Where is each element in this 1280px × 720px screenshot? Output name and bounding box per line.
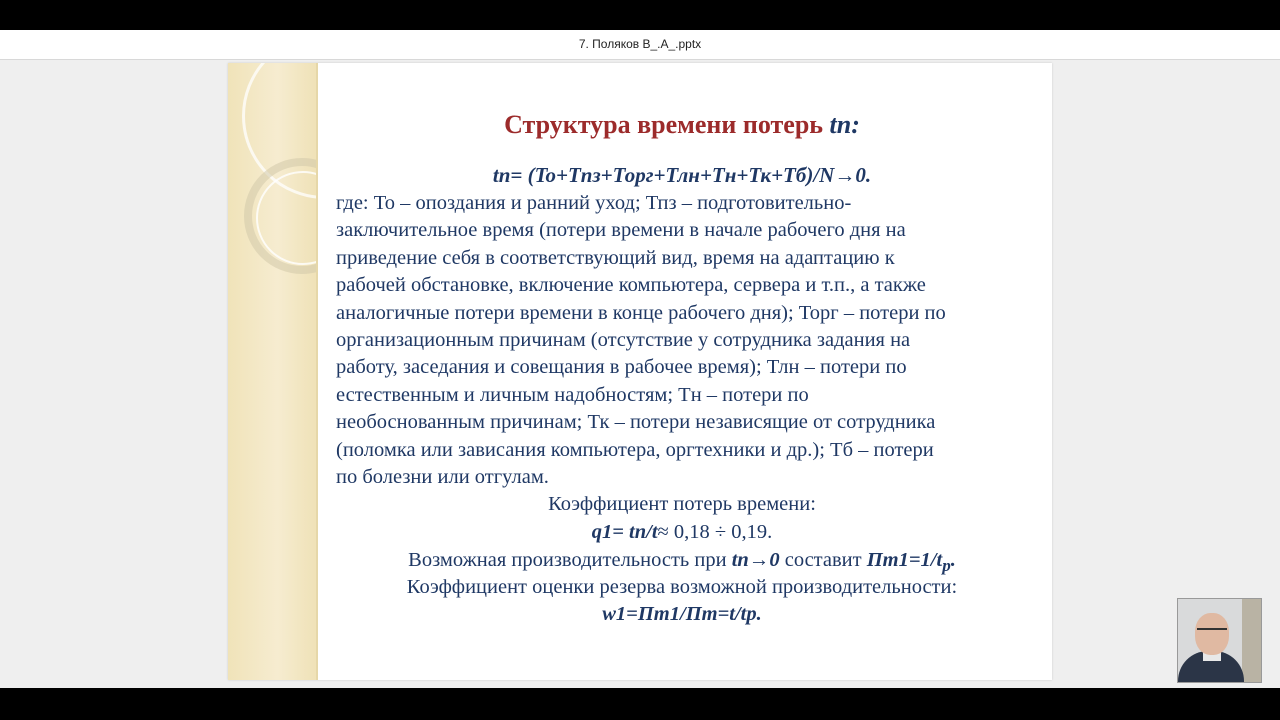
- paragraph-line: заключительное время (потери времени в начале рабочего дня на: [336, 219, 906, 242]
- coef-title: Коэффициент потерь времени:: [548, 493, 816, 515]
- coef-formula: q1= tn/t≈ 0,18 ÷ 0,19.: [591, 521, 773, 543]
- paragraph-line: работу, заседания и совещания в рабочее время); Тлн – потери по: [336, 356, 907, 379]
- slide-heading: Структура времени потерь tn:: [504, 110, 860, 139]
- paragraph-line: приведение себя в соответствующий вид, время на адаптацию к: [336, 246, 895, 269]
- loss-time-formula: tn= (To+Tnз+Торг+Тлн+Тн+Тк+Тб)/N→0.: [492, 163, 872, 187]
- viewer-title-bar: [0, 30, 1280, 60]
- document-title: 7. Поляков В_.А_.pptx: [578, 37, 702, 51]
- slide: [228, 63, 1052, 680]
- paragraph-line: рабочей обстановке, включение компьютера, сервера и т.п., а также: [336, 274, 926, 297]
- reserve-title: Коэффициент оценки резерва возможной производительности:: [406, 576, 958, 598]
- reserve-formula: w1=Пт1/Пт=t/tp.: [602, 603, 762, 625]
- paragraph-line: где: То – опоздания и ранний уход; Тпз – подготовительно-: [336, 192, 852, 214]
- paragraph-line: аналогичные потери времени в конце рабочего дня); Торг – потери по: [336, 301, 946, 324]
- definitions-paragraph: [336, 190, 1028, 491]
- possible-productivity-line: Возможная производительность при tn→0 составит $Пт1=1/t_p$.: [408, 549, 956, 576]
- paragraph-line: по болезни или отгулам.: [336, 466, 549, 489]
- paragraph-line: необоснованным причинам; Тк – потери независящие от сотрудника: [336, 411, 936, 434]
- slide-decoration: [228, 63, 318, 680]
- webcam-thumbnail[interactable]: [1177, 598, 1262, 683]
- slide-content: [336, 63, 1028, 680]
- paragraph-line: естественным и личным надобностям; Тн – потери по: [336, 383, 809, 406]
- paragraph-line: (поломка или зависания компьютера, оргтехники и др.); Тб – потери: [336, 438, 934, 461]
- paragraph-line: организационным причинам (отсутствие у сотрудника задания на: [336, 329, 911, 352]
